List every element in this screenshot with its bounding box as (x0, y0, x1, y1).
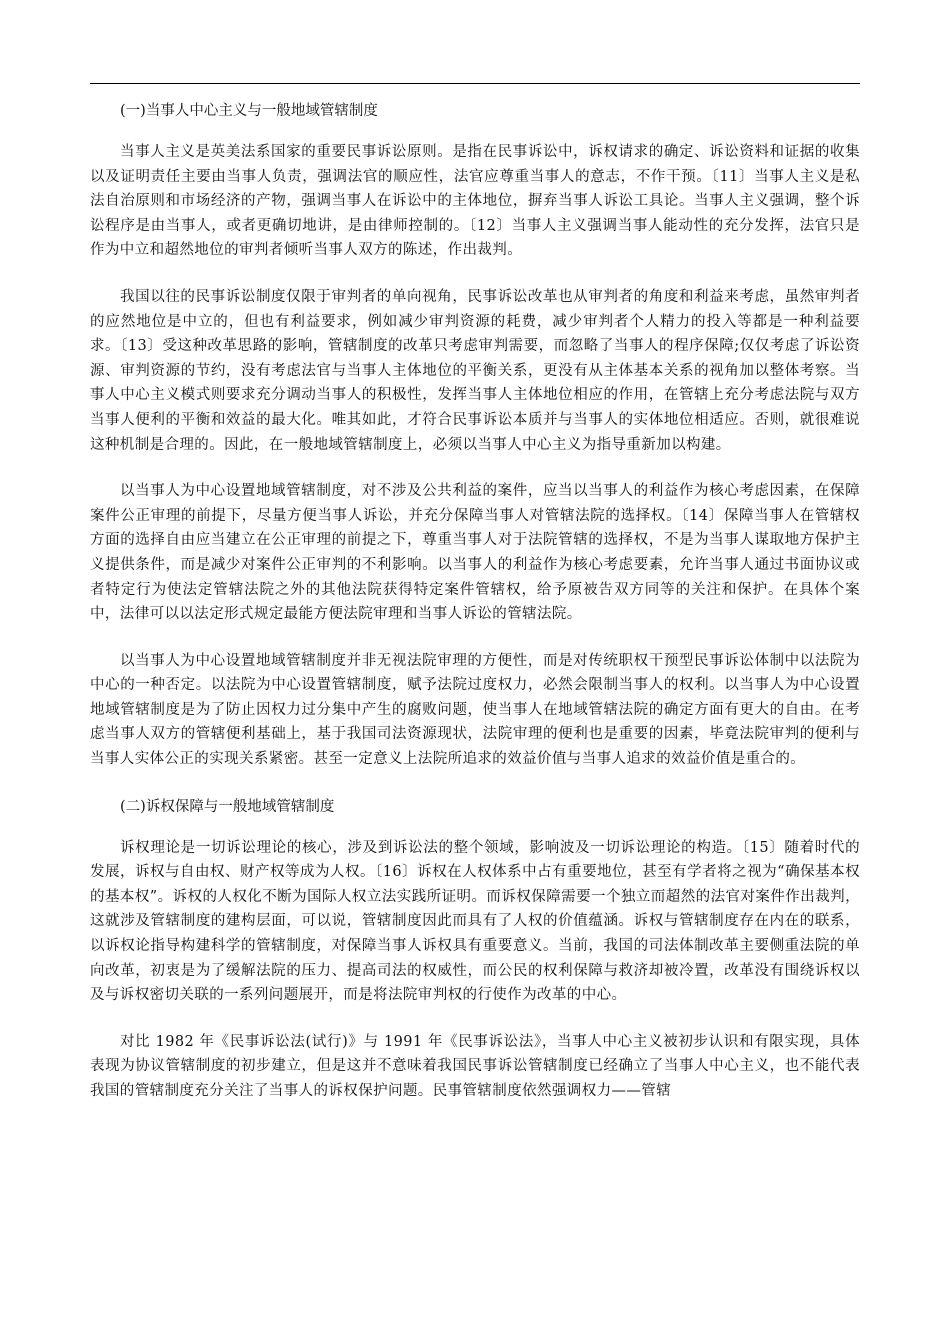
document-body (90, 98, 860, 1126)
paragraph-2: 我国以往的民事诉讼制度仅限于审判者的单向视角，民事诉讼改革也从审判者的角度和利益来考虑，虽然审判者的应然地位是中立的，但也有利益要求，例如减少审判资源的耗费，减少审判者个人精力的投入等都是一种利益要求。〔13〕受这种改革思路的影响，管辖制度的改革只考虑审判需要，而忽略了当事人的程序保障;仅仅考虑了诉讼资源、审判资源的节约，没有考虑法官与当事人主体地位的平衡关系，更没有从主体基本关系的视角加以整体考察。当事人中心主义模式则要求充分调动当事人的积极性，发挥当事人主体地位相应的作用，在管辖上充分考虑法院与双方当事人便利的平衡和效益的最大化。唯其如此，才符合民事诉讼本质并与当事人的实体地位相适应。否则，就很难说这种机制是合理的。因此，在一般地域管辖制度上，必须以当事人中心主义为指导重新加以构建。 (90, 288, 860, 453)
paragraph-6: 对比 1982 年《民事诉讼法(试行)》与 1991 年《民事诉讼法》，当事人中心主义被初步认识和有限实现，具体表现为协议管辖制度的初步建立，但是这并不意味着我国民事诉讼管辖制度已经确立了当事人中心主义，也不能代表我国的管辖制度充分关注了当事人的诉权保护问题。民事管辖制度依然强调权力——管辖 (90, 1033, 860, 1099)
paragraph-5: 诉权理论是一切诉讼理论的核心，涉及到诉讼法的整个领域，影响波及一切诉讼理论的构造。〔15〕随着时代的发展，诉权与自由权、财产权等成为人权。〔16〕诉权在人权体系中占有重要地位，甚至有学者将之视为“确保基本权的基本权”。诉权的人权化不断为国际人权立法实践所证明。而诉权保障需要一个独立而超然的法官对案件作出裁判，这就涉及管辖制度的建构层面，可以说，管辖制度因此而具有了人权的价值蕴涵。诉权与管辖制度存在内在的联系，以诉权论指导构建科学的管辖制度，对保障当事人诉权具有重要意义。当前，我国的司法体制改革主要侧重法院的单向改革，初衷是为了缓解法院的压力、提高司法的权威性，而公民的权利保障与救济却被冷置，改革没有围绕诉权以及与诉权密切关联的一系列问题展开，而是将法院审判权的行使作为改革的中心。 (90, 839, 860, 1004)
paragraph-4: 以当事人为中心设置地域管辖制度并非无视法院审理的方便性，而是对传统职权干预型民事诉讼体制中以法院为中心的一种否定。以法院为中心设置管辖制度，赋予法院过度权力，必然会限制当事人的权利。以当事人为中心设置地域管辖制度是为了防止因权力过分集中产生的腐败问题，使当事人在地域管辖法院的确定方面有更大的自由。在考虑当事人双方的管辖便利基础上，基于我国司法资源现状，法院审理的便利也是重要的因素，毕竟法院审判的便利与当事人实体公正的实现关系紧密。甚至一定意义上法院所追求的效益价值与当事人追求的效益价值是重合的。 (90, 652, 860, 768)
section-heading-2: (二)诉权保障与一般地域管辖制度 (120, 798, 335, 815)
section-heading-1: (一)当事人中心主义与一般地域管辖制度 (120, 103, 378, 119)
paragraph-1: 当事人主义是英美法系国家的重要民事诉讼原则。是指在民事诉讼中，诉权请求的确定、诉讼资料和证据的收集以及证明责任主要由当事人负责，强调法官的顺应性，法官应尊重当事人的意志，不作干预。〔11〕当事人主义是私法自治原则和市场经济的产物，强调当事人在诉讼中的主体地位，摒弃当事人诉讼工具论。当事人主义强调，整个诉讼程序是由当事人，或者更确切地讲，是由律师控制的。〔12〕当事人主义强调当事人能动性的充分发挥，法官只是作为中立和超然地位的审判者倾听当事人双方的陈述，作出裁判。 (90, 144, 860, 259)
paragraph-3: 以当事人为中心设置地域管辖制度，对不涉及公共利益的案件，应当以当事人的利益作为核心考虑因素，在保障案件公正审理的前提下，尽量方便当事人诉讼，并充分保障当事人对管辖法院的选择权。〔14〕保障当事人在管辖权方面的选择自由应当建立在公正审理的前提之下，尊重当事人对于法院管辖的选择权，不是为当事人谋取地方保护主义提供条件，而是减少对案件公正审判的不利影响。以当事人的利益作为核心考虑要素，允许当事人通过书面协议或者特定行为使法定管辖法院之外的其他法院获得特定案件管辖权，给予原被告双方同等的关注和保护。在具体个案中，法律可以以法定形式规定最能方便法院审理和当事人诉讼的管辖法院。 (90, 483, 860, 623)
header-rule (90, 83, 860, 84)
